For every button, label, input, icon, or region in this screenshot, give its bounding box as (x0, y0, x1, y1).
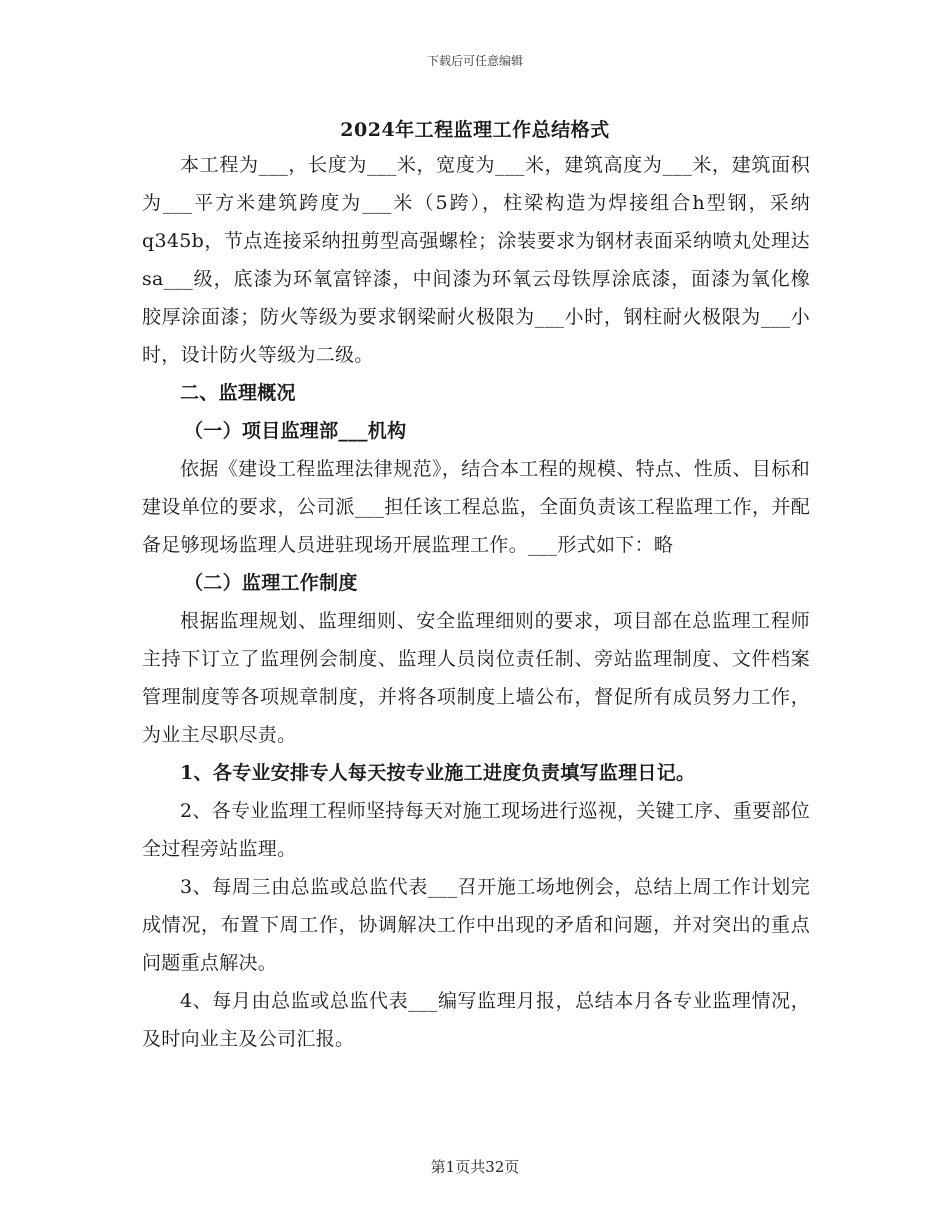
subsection-heading-organization: （一）项目监理部___机构 (184, 420, 407, 442)
document-title: 2024年工程监理工作总结格式 (340, 119, 610, 141)
list-item-1: 1、各专业安排专人每天按专业施工进度负责填写监理日记。 (180, 762, 696, 784)
document-body (142, 146, 810, 1058)
section-heading-overview: 二、监理概况 (180, 382, 296, 404)
intro-paragraph: 本工程为___，长度为___米，宽度为___米，建筑高度为___米，建筑面积为___平方米建筑跨度为___米（5跨），柱梁构造为焊接组合h型钢，采纳q345b，节点连接采纳扭剪型高强螺栓；涂装要求为钢材表面采纳喷丸处理达sa___级，底漆为环氧富锌漆，中间漆为环氧云母铁厚涂底漆，面漆为氧化橡胶厚涂面漆；防火等级为要求钢梁耐火极限为___小时，钢柱耐火极限为___小时，设计防火等级为二级。 (142, 154, 810, 366)
system-paragraph: 根据监理规划、监理细则、安全监理细则的要求，项目部在总监理工程师主持下订立了监理例会制度、监理人员岗位责任制、旁站监理制度、文件档案管理制度等各项规章制度，并将各项制度上墙公布，督促所有成员努力工作，为业主尽职尽责。 (142, 610, 810, 746)
organization-paragraph: 依据《建设工程监理法律规范》，结合本工程的规模、特点、性质、目标和建设单位的要求，公司派___担任该工程总监，全面负责该工程监理工作，并配备足够现场监理人员进驻现场开展监理工作。___形式如下：略 (142, 458, 810, 556)
list-item-4: 4、每月由总监或总监代表___编写监理月报，总结本月各专业监理情况，及时向业主及公司汇报。 (142, 990, 810, 1050)
list-item-3: 3、每周三由总监或总监代表___召开施工场地例会，总结上周工作计划完成情况，布置下周工作，协调解决工作中出现的矛盾和问题，并对突出的重点问题重点解决。 (142, 876, 810, 974)
subsection-heading-system: （二）监理工作制度 (184, 572, 358, 594)
page-header: 下载后可任意编辑 (426, 54, 523, 68)
list-item-2: 2、各专业监理工程师坚持每天对施工现场进行巡视，关键工序、重要部位全过程旁站监理。 (142, 800, 810, 860)
page-footer: 第1页共32页 (430, 1158, 520, 1176)
